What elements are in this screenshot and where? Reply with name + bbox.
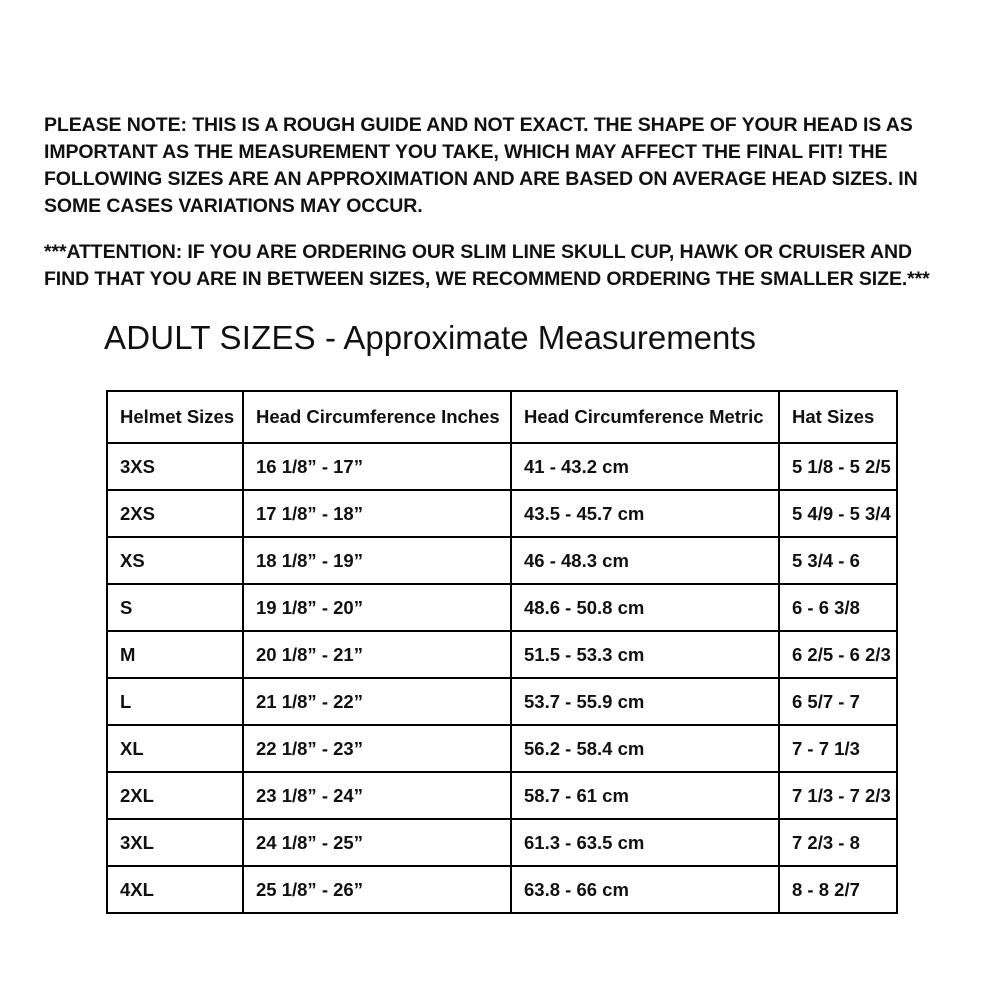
column-header-hat-sizes: Hat Sizes [779, 391, 897, 443]
table-body [107, 443, 897, 913]
table-cell: S [107, 584, 243, 631]
table-row [107, 537, 897, 584]
table-cell: 24 1/8” - 25” [243, 819, 511, 866]
table-row [107, 678, 897, 725]
table-cell: 6 2/5 - 6 2/3 [779, 631, 897, 678]
table-cell: 16 1/8” - 17” [243, 443, 511, 490]
table-cell: 53.7 - 55.9 cm [511, 678, 779, 725]
table-cell: 56.2 - 58.4 cm [511, 725, 779, 772]
table-cell: 46 - 48.3 cm [511, 537, 779, 584]
table-row [107, 584, 897, 631]
table-cell: 48.6 - 50.8 cm [511, 584, 779, 631]
table-row [107, 631, 897, 678]
column-header-head-circumference-metric: Head Circumference Metric [511, 391, 779, 443]
table-cell: 6 - 6 3/8 [779, 584, 897, 631]
note-paragraph-1: PLEASE NOTE: THIS IS A ROUGH GUIDE AND NOT EXACT. THE SHAPE OF YOUR HEAD IS AS IMPORTANT AS THE MEASUREMENT YOU TAKE, WHICH MAY AFFECT THE FINAL FIT! THE FOLLOWING SIZES ARE AN APPROXIMATION AND ARE BASED ON AVERAGE HEAD SIZES. IN SOME CASES VARIATIONS MAY OCCUR. [44, 114, 918, 217]
table-cell: XS [107, 537, 243, 584]
table-cell: 7 1/3 - 7 2/3 [779, 772, 897, 819]
table-cell: 41 - 43.2 cm [511, 443, 779, 490]
table-cell: 5 3/4 - 6 [779, 537, 897, 584]
table-cell: 6 5/7 - 7 [779, 678, 897, 725]
column-header-head-circumference-inches: Head Circumference Inches [243, 391, 511, 443]
note-paragraph-2: ***ATTENTION: IF YOU ARE ORDERING OUR SLIM LINE SKULL CUP, HAWK OR CRUISER AND FIND THAT YOU ARE IN BETWEEN SIZES, WE RECOMMEND ORDERING THE SMALLER SIZE.*** [44, 241, 930, 290]
adult-size-table [106, 390, 898, 914]
table-cell: 19 1/8” - 20” [243, 584, 511, 631]
table-cell: 2XS [107, 490, 243, 537]
disclaimer-notes [44, 112, 956, 293]
table-cell: 51.5 - 53.3 cm [511, 631, 779, 678]
table-row [107, 725, 897, 772]
table-cell: 43.5 - 45.7 cm [511, 490, 779, 537]
table-row [107, 490, 897, 537]
table-cell: 21 1/8” - 22” [243, 678, 511, 725]
table-cell: 7 - 7 1/3 [779, 725, 897, 772]
table-cell: 3XL [107, 819, 243, 866]
table-cell: 2XL [107, 772, 243, 819]
table-row [107, 866, 897, 913]
table-cell: 5 1/8 - 5 2/5 [779, 443, 897, 490]
table-cell: 63.8 - 66 cm [511, 866, 779, 913]
table-cell: XL [107, 725, 243, 772]
column-header-helmet-sizes: Helmet Sizes [107, 391, 243, 443]
table-cell: 5 4/9 - 5 3/4 [779, 490, 897, 537]
table-cell: 58.7 - 61 cm [511, 772, 779, 819]
table-cell: 7 2/3 - 8 [779, 819, 897, 866]
table-cell: M [107, 631, 243, 678]
table-cell: L [107, 678, 243, 725]
table-cell: 8 - 8 2/7 [779, 866, 897, 913]
table-row [107, 819, 897, 866]
page-title [104, 318, 756, 358]
size-table-container [106, 390, 896, 914]
page-title-secondary: - Approximate Measurements [315, 319, 757, 356]
table-cell: 17 1/8” - 18” [243, 490, 511, 537]
page-title-primary: ADULT SIZES [104, 319, 316, 356]
table-cell: 25 1/8” - 26” [243, 866, 511, 913]
table-cell: 23 1/8” - 24” [243, 772, 511, 819]
table-cell: 18 1/8” - 19” [243, 537, 511, 584]
table-cell: 20 1/8” - 21” [243, 631, 511, 678]
table-cell: 4XL [107, 866, 243, 913]
table-cell: 61.3 - 63.5 cm [511, 819, 779, 866]
table-row [107, 772, 897, 819]
table-cell: 22 1/8” - 23” [243, 725, 511, 772]
table-cell: 3XS [107, 443, 243, 490]
table-header-row [107, 391, 897, 443]
table-row [107, 443, 897, 490]
